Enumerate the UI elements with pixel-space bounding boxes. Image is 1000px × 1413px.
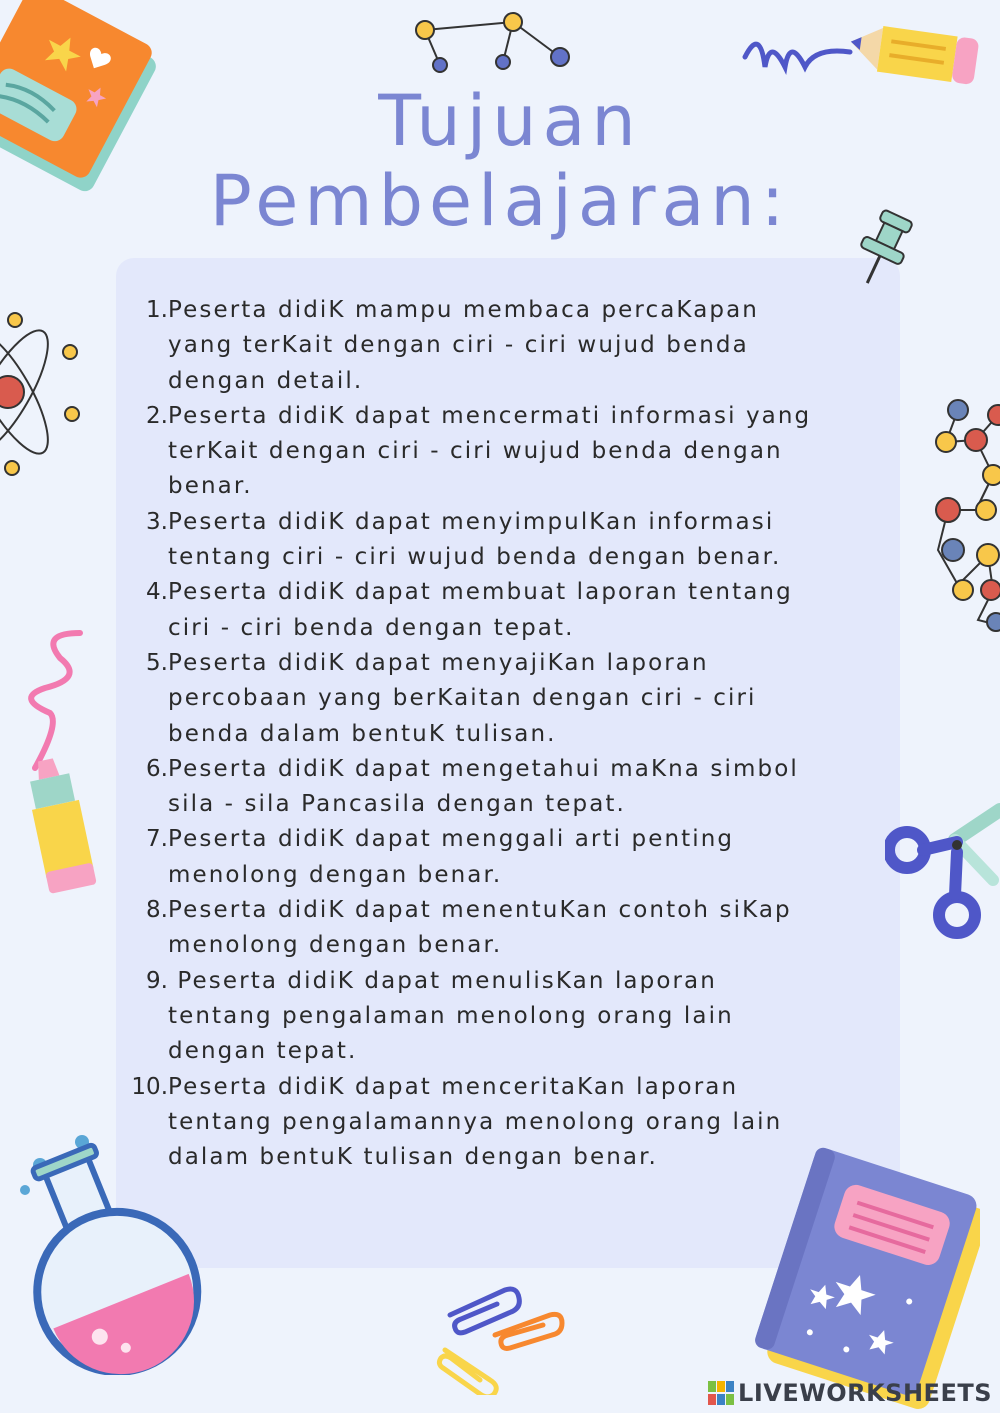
objective-item xyxy=(126,893,906,964)
objective-text-line: tentang pengalaman menolong orang lain xyxy=(168,1002,734,1029)
objective-item xyxy=(126,822,906,893)
pencil-icon xyxy=(740,12,985,97)
objective-text-line: Peserta didiK mampu membaca percaKapan xyxy=(168,297,759,323)
objective-text-line: Peserta didiK dapat menyajiKan laporan xyxy=(168,649,709,676)
objective-text-line: dengan tepat. xyxy=(168,1038,358,1065)
objective-item xyxy=(126,646,906,752)
objective-text-line: Peserta didiK dapat menulisKan laporan xyxy=(168,967,717,994)
objective-text-line: Peserta didiK dapat mengetahui maKna simbol xyxy=(168,755,799,782)
objective-item xyxy=(126,964,906,1070)
objective-text-line: Peserta didiK dapat menyimpulKan informasi xyxy=(168,508,775,535)
atom-icon xyxy=(0,300,85,485)
objective-item xyxy=(126,399,906,505)
page-title-line-2: Pembelajaran: xyxy=(209,160,791,242)
page-title-line-1: Tujuan xyxy=(378,80,642,162)
objective-text-line: percobaan yang berKaitan dengan ciri - ciri xyxy=(168,685,757,712)
objective-text-line: yang terKait dengan ciri - ciri wujud benda xyxy=(168,332,749,359)
objective-number: 8. xyxy=(146,897,168,924)
scissors-icon xyxy=(885,790,1000,945)
constellation-icon xyxy=(410,10,575,75)
objective-text-line: ciri - ciri benda dengan tepat. xyxy=(168,614,575,641)
objective-text-line: Peserta didiK dapat menceritaKan laporan xyxy=(168,1073,739,1100)
objective-text-line: Peserta didiK dapat menggali arti penting xyxy=(168,826,735,853)
objective-number: 7. xyxy=(146,826,168,853)
objective-text-line: Peserta didiK dapat menentuKan contoh siKap xyxy=(168,897,792,924)
objective-text-line: benar. xyxy=(168,473,253,500)
molecule-icon xyxy=(928,390,1000,635)
objectives-list xyxy=(126,293,906,1175)
objective-text-line: menolong dengan benar. xyxy=(168,861,503,888)
liveworksheets-logo-icon xyxy=(708,1381,734,1405)
book-icon xyxy=(740,1145,980,1410)
objective-number: 3. xyxy=(146,508,168,535)
objective-number: 4. xyxy=(146,579,168,606)
objective-item xyxy=(126,505,906,576)
objective-number: 10. xyxy=(131,1073,168,1100)
objective-item xyxy=(126,293,906,399)
highlighter-icon xyxy=(20,625,115,895)
objective-number: 9. xyxy=(146,967,168,994)
objective-item xyxy=(126,752,906,823)
objective-text-line: terKait dengan ciri - ciri wujud benda dengan xyxy=(168,438,783,465)
objective-item xyxy=(126,575,906,646)
objective-text-line: menolong dengan benar. xyxy=(168,932,503,959)
objective-text-line: Peserta didiK dapat membuat laporan tentang xyxy=(168,579,793,606)
notebook-icon xyxy=(0,0,160,215)
footer-brand: LIVEWORKSHEETS xyxy=(738,1379,992,1407)
pushpin-icon xyxy=(855,205,915,295)
objective-text-line: benda dalam bentuK tulisan. xyxy=(168,720,557,747)
objective-text-line: Peserta didiK dapat mencermati informasi yang xyxy=(168,402,812,429)
objective-number: 5. xyxy=(146,649,168,676)
objective-number: 2. xyxy=(146,402,168,429)
flask-icon xyxy=(20,1130,215,1375)
objective-text-line: tentang ciri - ciri wujud benda dengan benar. xyxy=(168,544,782,571)
objective-text-line: tentang pengalamannya menolong orang lain xyxy=(168,1108,783,1135)
paperclips-icon xyxy=(435,1280,565,1395)
objective-number: 1. xyxy=(146,297,168,323)
objective-text-line: dalam bentuK tulisan dengan benar. xyxy=(168,1144,658,1171)
objective-text-line: dengan detail. xyxy=(168,367,364,394)
objective-number: 6. xyxy=(146,755,168,782)
objective-text-line: sila - sila Pancasila dengan tepat. xyxy=(168,791,626,818)
footer-logo xyxy=(708,1379,992,1407)
